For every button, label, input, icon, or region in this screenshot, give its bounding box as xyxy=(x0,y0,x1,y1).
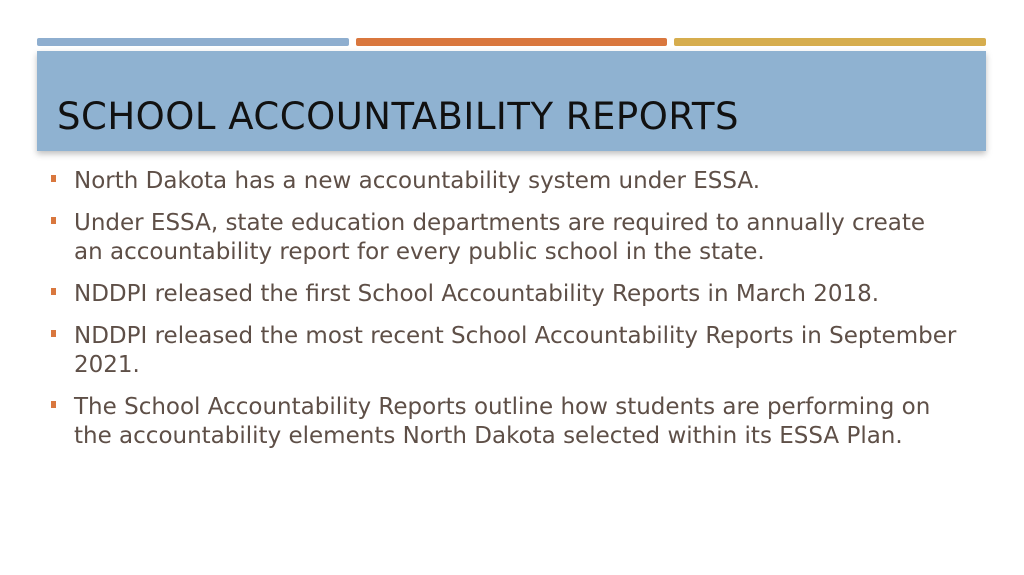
bullet-text: NDDPI released the most recent School Accountability Reports in September 2021. xyxy=(74,323,957,378)
bullet-marker-icon xyxy=(51,288,56,295)
bullet-item xyxy=(48,280,958,309)
bullet-text: North Dakota has a new accountability system under ESSA. xyxy=(74,168,761,194)
bullet-text: NDDPI released the first School Accountability Reports in March 2018. xyxy=(74,281,880,307)
accent-bar-blue xyxy=(37,38,349,46)
bullet-text: The School Accountability Reports outline how students are performing on the accountability elements North Dakota selected within its ESSA Plan. xyxy=(74,394,931,449)
bullet-list xyxy=(48,167,958,464)
bullet-marker-icon xyxy=(51,175,56,182)
bullet-item xyxy=(48,167,958,196)
bullet-marker-icon xyxy=(51,401,56,408)
bullet-item xyxy=(48,393,958,451)
bullet-marker-icon xyxy=(51,330,56,337)
bullet-item xyxy=(48,322,958,380)
accent-bar-gold xyxy=(674,38,986,46)
slide-title: SCHOOL ACCOUNTABILITY REPORTS xyxy=(57,95,739,138)
bullet-text: Under ESSA, state education departments are required to annually create an accountability report for every public school in the state. xyxy=(74,210,926,265)
title-band xyxy=(37,51,986,151)
bullet-marker-icon xyxy=(51,217,56,224)
accent-bar-orange xyxy=(356,38,667,46)
bullet-item xyxy=(48,209,958,267)
